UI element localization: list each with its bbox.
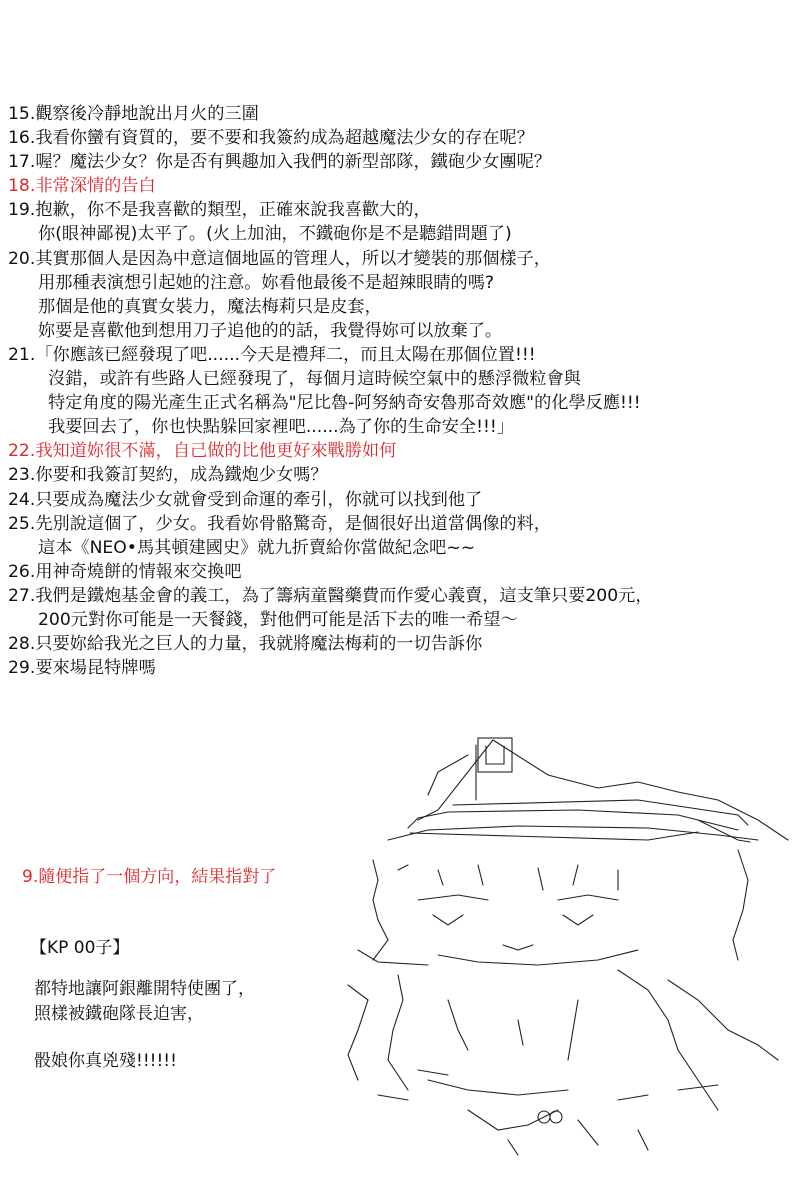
list-item-text: 16.我看你蠻有資質的，要不要和我簽約成為超越魔法少女的存在呢？ <box>8 128 534 149</box>
ascii-art-caption: 9.隨便指了一個方向，結果指對了 <box>22 867 277 887</box>
list-item <box>8 126 792 150</box>
kp-comment-line: 骰娘你真兇殘!!!!!! <box>34 1051 177 1071</box>
list-item-continuation: 沒錯，或許有些路人已經發現了，每個月這時候空氣中的懸浮微粒會與 <box>48 369 581 390</box>
list-item <box>8 198 792 246</box>
list-item-continuation: 我要回去了，你也快點躲回家裡吧......為了你的生命安全!!!」 <box>48 417 514 438</box>
list-item <box>8 584 792 632</box>
list-item-text: 25.先別說這個了，少女。我看妳骨骼驚奇，是個很好出道當偶像的料， <box>8 513 551 534</box>
list-item-continuation: 用那種表演想引起她的注意。妳看他最後不是超辣眼睛的嗎? <box>38 272 494 293</box>
list-item-text: 20.其實那個人是因為中意這個地區的管理人，所以才變裝的那個樣子， <box>8 248 551 269</box>
list-item <box>8 150 792 174</box>
list-item-text: 28.只要妳給我光之巨人的力量，我就將魔法梅莉的一切告訴你 <box>8 634 483 655</box>
kp-comment-line: 都特地讓阿銀離開特使團了， <box>34 979 255 999</box>
list-item-text: 22.我知道妳很不滿，自己做的比他更好來戰勝如何 <box>8 441 397 462</box>
list-item-text: 23.你要和我簽訂契約，成為鐵炮少女嗎？ <box>8 465 328 486</box>
list-item <box>8 560 792 584</box>
list-item <box>8 174 792 198</box>
list-item-text: 29.要來場昆特牌嗎 <box>8 658 156 679</box>
list-item-text: 18.非常深情的告白 <box>8 176 156 197</box>
list-item-text: 15.觀察後冷靜地說出月火的三圍 <box>8 104 259 124</box>
list-item <box>8 632 792 656</box>
list-item <box>8 463 792 487</box>
list-item <box>8 439 792 463</box>
list-item-text: 26.用神奇燒餅的情報來交換吧 <box>8 561 242 582</box>
list-item <box>8 512 792 560</box>
list-item-continuation: 妳要是喜歡他到想用刀子追他的的話，我覺得妳可以放棄了。 <box>38 320 503 341</box>
list-item-continuation: 200元對你可能是一天餐錢，對他們可能是活下去的唯一希望～ <box>38 609 518 630</box>
list-item-text: 17.喔？魔法少女？你是否有興趣加入我們的新型部隊，鐵砲少女團呢？ <box>8 152 551 173</box>
kp-comment <box>34 977 324 1074</box>
list-item <box>8 102 792 126</box>
kp-label: 【KP 00子】 <box>30 938 130 958</box>
ascii-art-character <box>318 700 790 1160</box>
list-item-continuation: 這本《NEO•馬其頓建國史》就九折賣給你當做紀念吧~~ <box>38 537 476 558</box>
answer-list <box>8 102 792 680</box>
list-item-continuation: 你(眼神鄙視)太平了。(火上加油，不鐵砲你是不是聽錯問題了) <box>38 224 512 245</box>
list-item <box>8 488 792 512</box>
list-item-continuation: 那個是他的真實女裝力，魔法梅莉只是皮套， <box>38 296 382 317</box>
kp-comment-line <box>34 1027 324 1049</box>
list-item <box>8 656 792 680</box>
list-item <box>8 247 792 343</box>
list-item-text: 21.「你應該已經發現了吧......今天是禮拜二，而且太陽在那個位置!!! <box>8 344 536 365</box>
list-item-text: 24.只要成為魔法少女就會受到命運的牽引，你就可以找到他了 <box>8 489 483 510</box>
list-item-text: 27.我們是鐵炮基金會的義工，為了籌病童醫藥費而作愛心義賣，這支筆只要200元， <box>8 585 653 606</box>
list-item-continuation: 特定角度的陽光產生正式名稱為"尼比魯-阿努納奇安魯那奇效應"的化學反應!!! <box>48 393 641 414</box>
list-item <box>8 343 792 439</box>
kp-comment-line: 照樣被鐵砲隊長迫害， <box>34 1004 204 1024</box>
list-item-text: 19.抱歉，你不是我喜歡的類型，正確來說我喜歡大的， <box>8 200 431 221</box>
